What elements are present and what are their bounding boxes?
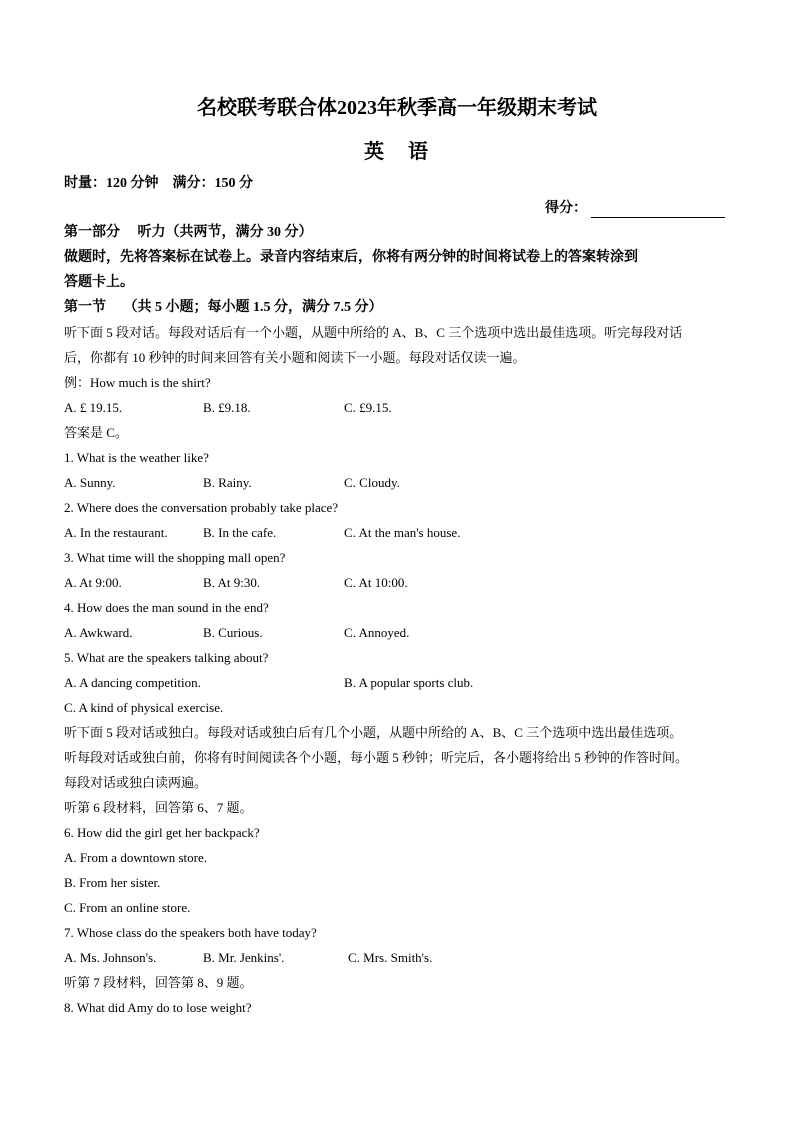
section1-instruction-line1: 听下面 5 段对话。每段对话后有一个小题，从题中所给的 A、B、C 三个选项中选出最佳选项。听完每段对话 [64,325,683,340]
q2-option-a: A. In the restaurant. [64,525,168,540]
q6-option-c: C. From an online store. [64,900,191,915]
section1-instruction-line2: 后，你都有 10 秒钟的时间来回答有关小题和阅读下一小题。每段对话仅读一遍。 [64,350,526,365]
section2-instruction-line3: 每段对话或独白读两遍。 [64,775,208,790]
score-blank [591,203,725,218]
section1-title: 第一节 （共 5 小题；每小题 1.5 分，满分 7.5 分） [64,300,383,315]
exam-title: 名校联考联合体2023年秋季高一年级期末考试 [197,97,597,119]
subject-title: 英 语 [364,141,430,163]
q5-option-a: A. A dancing competition. [64,675,201,690]
example-question: 例：How much is the shirt? [64,375,211,390]
score-field [545,200,725,218]
part1-note-line2: 答题卡上。 [64,275,134,290]
q4-option-b: B. Curious. [203,625,263,640]
q5-option-b: B. A popular sports club. [344,675,474,690]
q3-option-c: C. At 10:00. [344,575,408,590]
q5-option-c: C. A kind of physical exercise. [64,700,224,715]
example-option-b: B. £9.18. [203,400,251,415]
question-8: 8. What did Amy do to lose weight? [64,1000,252,1015]
section2-instruction-line1: 听下面 5 段对话或独白。每段对话或独白后有几个小题，从题中所给的 A、B、C 三个选项中选出最佳选项。 [64,725,683,740]
q2-option-c: C. At the man's house. [344,525,461,540]
q1-option-a: A. Sunny. [64,475,116,490]
part1-title: 第一部分 听力（共两节，满分 30 分） [64,225,313,240]
section2-instruction-line2: 听每段对话或独白前，你将有时间阅读各个小题，每小题 5 秒钟；听完后，各小题将给出 5 秒钟的作答时间。 [64,750,689,765]
question-4: 4. How does the man sound in the end? [64,600,269,615]
q1-option-c: C. Cloudy. [344,475,400,490]
q7-option-a: A. Ms. Johnson's. [64,950,157,965]
part1-note-line1: 做题时，先将答案标在试卷上。录音内容结束后，你将有两分钟的时间将试卷上的答案转涂到 [64,250,638,265]
material-6-intro: 听第 6 段材料，回答第 6、7 题。 [64,800,253,815]
time-info: 时量：120 分钟 满分：150 分 [64,176,253,191]
question-1: 1. What is the weather like? [64,450,209,465]
q6-option-b: B. From her sister. [64,875,161,890]
question-2: 2. Where does the conversation probably take place? [64,500,339,515]
example-option-a: A. £ 19.15. [64,400,123,415]
q6-option-a: A. From a downtown store. [64,850,207,865]
question-6: 6. How did the girl get her backpack? [64,825,260,840]
q3-option-a: A. At 9:00. [64,575,122,590]
q7-option-b: B. Mr. Jenkins'. [203,950,285,965]
q1-option-b: B. Rainy. [203,475,252,490]
question-3: 3. What time will the shopping mall open? [64,550,286,565]
q4-option-c: C. Annoyed. [344,625,410,640]
question-7: 7. Whose class do the speakers both have today? [64,925,317,940]
q4-option-a: A. Awkward. [64,625,133,640]
q3-option-b: B. At 9:30. [203,575,261,590]
q2-option-b: B. In the cafe. [203,525,277,540]
example-option-c: C. £9.15. [344,400,392,415]
question-5: 5. What are the speakers talking about? [64,650,269,665]
material-7-intro: 听第 7 段材料，回答第 8、9 题。 [64,975,253,990]
example-answer: 答案是 C。 [64,425,128,440]
q7-option-c: C. Mrs. Smith's. [348,950,433,965]
score-label: 得分： [545,201,587,216]
